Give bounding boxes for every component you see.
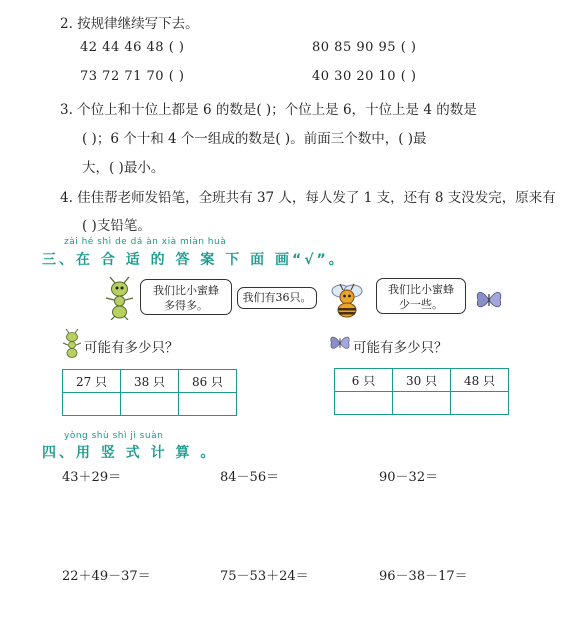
ant-answer-cell-1[interactable] xyxy=(63,393,121,416)
bee-icon xyxy=(325,281,369,319)
q2-row1-left: 42 44 46 48 ( ) xyxy=(80,40,185,55)
calc-2: 84－56＝ xyxy=(220,470,280,485)
section3-pinyin: zài hé shì de dá àn xià miàn huà xyxy=(64,237,227,247)
section4-heading: 四、用 竖 式 计 算 。 xyxy=(42,445,218,461)
speech-bubble-bee: 我们有36只。 xyxy=(237,287,317,309)
calc-1: 43＋29＝ xyxy=(62,470,122,485)
q3-line2: ( )；6 个十和 4 个一组成的数是( )。前面三个数中，( )最 xyxy=(82,131,427,147)
butterfly-answer-cell-1[interactable] xyxy=(335,392,393,415)
ant-options-table xyxy=(62,369,237,416)
q4-line2: ( )支铅笔。 xyxy=(82,218,151,234)
ant-answer-cell-3[interactable] xyxy=(179,393,237,416)
speech-bubble-butterfly: 我们比小蜜蜂少一些。 xyxy=(376,278,466,314)
calc-5: 75－53＋24＝ xyxy=(220,569,309,584)
ask-ant-count: 可能有多少只？ xyxy=(84,340,179,356)
section3-heading: 三、在 合 适 的 答 案 下 面 画“√”。 xyxy=(42,252,346,268)
ant-option-2: 38 只 xyxy=(121,370,179,393)
butterfly-small-icon xyxy=(329,332,351,354)
ant-answer-cell-2[interactable] xyxy=(121,393,179,416)
ant-option-3: 86 只 xyxy=(179,370,237,393)
q3-line3: 大，( )最小。 xyxy=(82,160,165,176)
q4-line1: 4. 佳佳帮老师发铅笔，全班共有 37 人，每人发了 1 支，还有 8 支没发完，原来有 xyxy=(60,190,556,206)
butterfly-option-1: 6 只 xyxy=(335,369,393,392)
q2-row1-right: 80 85 90 95 ( ) xyxy=(312,40,417,55)
calc-3: 90－32＝ xyxy=(379,470,439,485)
butterfly-answer-cell-2[interactable] xyxy=(393,392,451,415)
ant-option-1: 27 只 xyxy=(63,370,121,393)
butterfly-options-table xyxy=(334,368,509,415)
q2-row2-right: 40 30 20 10 ( ) xyxy=(312,69,417,84)
ant-icon xyxy=(102,276,138,320)
ant-small-icon xyxy=(61,329,83,359)
butterfly-option-3: 48 只 xyxy=(451,369,509,392)
q3-line1: 3. 个位上和十位上都是 6 的数是( )；个位上是 6，十位上是 4 的数是 xyxy=(60,102,477,118)
q2-row2-left: 73 72 71 70 ( ) xyxy=(80,69,185,84)
q2-title: 2. 按规律继续写下去。 xyxy=(60,16,199,32)
ask-butterfly-count: 可能有多少只？ xyxy=(353,340,448,356)
butterfly-option-2: 30 只 xyxy=(393,369,451,392)
calc-6: 96－38－17＝ xyxy=(379,569,468,584)
section4-pinyin: yòng shù shì jì suàn xyxy=(64,431,164,441)
butterfly-answer-cell-3[interactable] xyxy=(451,392,509,415)
calc-4: 22＋49－37＝ xyxy=(62,569,151,584)
speech-bubble-ant: 我们比小蜜蜂多得多。 xyxy=(140,279,232,315)
butterfly-icon xyxy=(475,286,503,314)
